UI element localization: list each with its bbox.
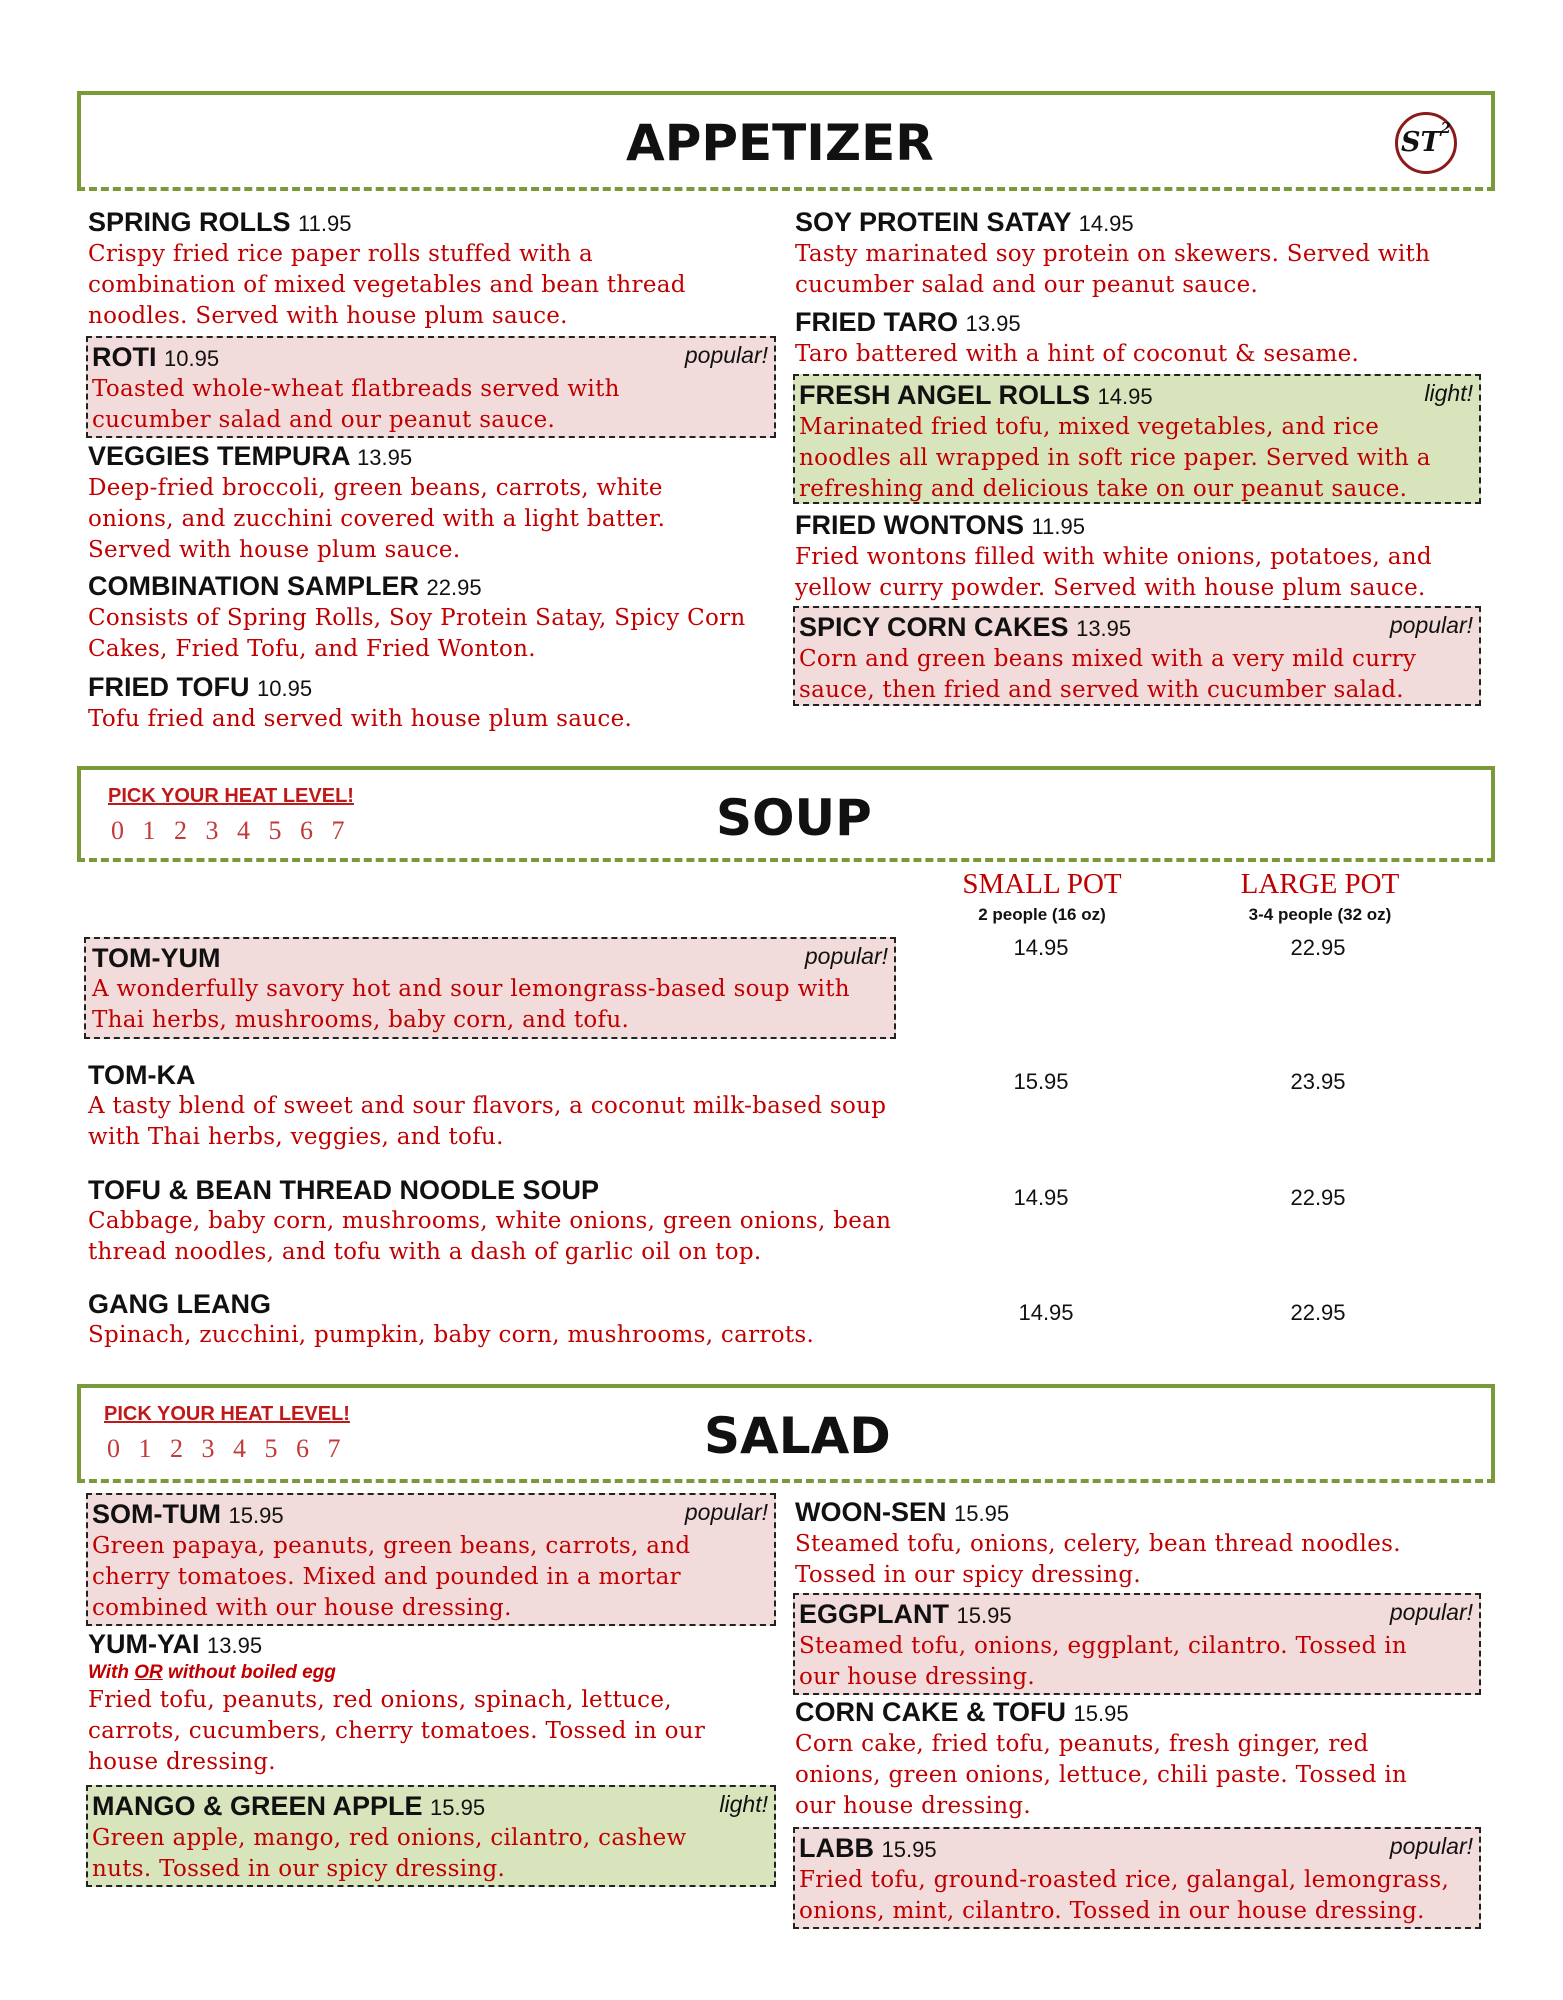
item-name: SPICY CORN CAKES [799, 612, 1069, 642]
appetizer-item-fried-taro [795, 307, 1485, 370]
salad-item-yum-yai [88, 1629, 778, 1778]
item-desc: Green papaya, peanuts, green beans, carrots, and cherry tomatoes. Mixed and pounded in a mortar combined with our house dressing. [92, 1533, 691, 1621]
item-name: FRESH ANGEL ROLLS [799, 380, 1091, 410]
item-name: TOM-YUM [92, 943, 221, 973]
item-price: 13.95 [965, 311, 1021, 336]
popular-tag: popular! [1389, 1599, 1473, 1625]
egg-note-or: OR [134, 1662, 163, 1683]
popular-tag: popular! [684, 342, 768, 368]
salad-item-corn-cake-tofu [795, 1697, 1485, 1822]
item-price: 15.95 [430, 1795, 486, 1820]
item-desc: Steamed tofu, onions, celery, bean thread noodles. Tossed in our spicy dressing. [795, 1531, 1401, 1588]
large-pot-sub: 3-4 people (32 oz) [1248, 905, 1392, 924]
item-name: ROTI [92, 342, 157, 372]
item-desc: Cabbage, baby corn, mushrooms, white onions, green onions, bean thread noodles, and tofu with a dash of garlic oil on top. [88, 1208, 892, 1265]
item-desc: A wonderfully savory hot and sour lemongrass-based soup with Thai herbs, mushrooms, baby corn, and tofu. [92, 976, 850, 1033]
item-name: CORN CAKE & TOFU [795, 1697, 1067, 1727]
appetizer-item-roti [86, 336, 776, 438]
item-name: FRIED TOFU [88, 672, 250, 702]
salad-item-som-tum [86, 1493, 776, 1626]
tom-yum-small-price: 14.95 [1013, 935, 1069, 960]
item-name: FRIED TARO [795, 307, 958, 337]
item-name: WOON-SEN [795, 1497, 947, 1527]
egg-note [88, 1661, 778, 1685]
item-price: 13.95 [207, 1633, 263, 1658]
item-name: SPRING ROLLS [88, 207, 291, 237]
item-desc: Fried tofu, ground-roasted rice, galangal, lemongrass, onions, mint, cilantro. Tossed in our house dressing. [799, 1867, 1450, 1924]
item-name: SOY PROTEIN SATAY [795, 207, 1072, 237]
appetizer-item-soy-protein-satay [795, 207, 1485, 301]
item-desc: A tasty blend of sweet and sour flavors, a coconut milk-based soup with Thai herbs, veggies, and tofu. [88, 1093, 887, 1150]
appetizer-header-dash [77, 187, 1495, 191]
item-desc: Corn and green beans mixed with a very mild curry sauce, then fried and served with cucumber salad. [799, 646, 1417, 703]
st2-logo [1395, 112, 1457, 174]
popular-tag: popular! [684, 1499, 768, 1525]
item-desc: Consists of Spring Rolls, Soy Protein Satay, Spicy Corn Cakes, Fried Tofu, and Fried Wonton. [88, 605, 746, 662]
gang-leang-large-price: 22.95 [1290, 1300, 1346, 1325]
logo-sup: 2 [1440, 119, 1452, 137]
item-price: 10.95 [257, 676, 313, 701]
item-name: YUM-YAI [88, 1629, 200, 1659]
item-desc: Corn cake, fried tofu, peanuts, fresh ginger, red onions, green onions, lettuce, chili paste. Tossed in our house dressing. [795, 1731, 1408, 1819]
tom-ka-large-price: 23.95 [1290, 1069, 1346, 1094]
salad-header-dash [77, 1479, 1495, 1483]
item-name: TOFU & BEAN THREAD NOODLE SOUP [88, 1175, 600, 1205]
tofu-bean-thread-large-price: 22.95 [1290, 1185, 1346, 1210]
item-name: LABB [799, 1833, 874, 1863]
soup-item-tom-ka [88, 1060, 908, 1153]
popular-tag: popular! [1389, 1833, 1473, 1859]
light-tag: light! [719, 1791, 768, 1817]
light-tag: light! [1424, 380, 1473, 406]
salad-item-labb [793, 1827, 1481, 1929]
item-desc: Spinach, zucchini, pumpkin, baby corn, mushrooms, carrots. [88, 1322, 815, 1348]
item-desc: Tofu fried and served with house plum sauce. [88, 706, 633, 732]
item-price: 14.95 [1078, 211, 1134, 236]
appetizer-item-fried-wontons [795, 510, 1485, 604]
item-price: 15.95 [881, 1837, 937, 1862]
soup-item-tofu-bean-thread [88, 1175, 918, 1268]
item-name: COMBINATION SAMPLER [88, 571, 419, 601]
logo-text: ST [1400, 127, 1441, 158]
item-price: 10.95 [164, 346, 220, 371]
item-price: 11.95 [1031, 514, 1085, 539]
tofu-bean-thread-small-price: 14.95 [1013, 1185, 1069, 1210]
item-price: 22.95 [426, 575, 482, 600]
item-desc: Tasty marinated soy protein on skewers. Served with cucumber salad and our peanut sauce. [795, 241, 1431, 298]
soup-heat-levels: 0 1 2 3 4 5 6 7 [111, 816, 346, 845]
soup-item-gang-leang [88, 1289, 918, 1351]
item-name: VEGGIES TEMPURA [88, 441, 350, 471]
salad-heat-title: PICK YOUR HEAT LEVEL! [104, 1403, 350, 1425]
salad-item-eggplant [793, 1593, 1481, 1695]
appetizer-item-combination-sampler [88, 571, 778, 665]
gang-leang-small-price: 14.95 [1018, 1300, 1074, 1325]
egg-note-prefix: With [88, 1662, 135, 1683]
soup-item-tom-yum [84, 937, 896, 1039]
item-name: EGGPLANT [799, 1599, 950, 1629]
large-pot-label: LARGE POT [1240, 868, 1400, 900]
item-name: GANG LEANG [88, 1289, 272, 1319]
item-price: 13.95 [1076, 616, 1132, 641]
item-desc: Crispy fried rice paper rolls stuffed with a combination of mixed vegetables and bean thread noodles. Served with house plum sauce. [88, 241, 686, 329]
tom-yum-large-price: 22.95 [1290, 935, 1346, 960]
appetizer-title: APPETIZER [626, 114, 934, 172]
item-price: 15.95 [1073, 1701, 1129, 1726]
salad-heat-levels: 0 1 2 3 4 5 6 7 [107, 1434, 342, 1463]
item-desc: Steamed tofu, onions, eggplant, cilantro. Tossed in our house dressing. [799, 1633, 1407, 1690]
appetizer-item-spicy-corn-cakes [793, 606, 1481, 706]
item-price: 11.95 [298, 211, 352, 236]
popular-tag: popular! [804, 943, 888, 969]
item-name: SOM-TUM [92, 1499, 221, 1529]
salad-title: SALAD [704, 1407, 891, 1465]
popular-tag: popular! [1389, 612, 1473, 638]
item-name: MANGO & GREEN APPLE [92, 1791, 423, 1821]
salad-item-woon-sen [795, 1497, 1485, 1591]
appetizer-item-fresh-angel-rolls [793, 374, 1481, 504]
item-desc: Green apple, mango, red onions, cilantro, cashew nuts. Tossed in our spicy dressing. [92, 1825, 687, 1882]
item-price: 15.95 [956, 1603, 1012, 1628]
soup-heat-title: PICK YOUR HEAT LEVEL! [108, 785, 354, 807]
tom-ka-small-price: 15.95 [1013, 1069, 1069, 1094]
item-desc: Deep-fried broccoli, green beans, carrots, white onions, and zucchini covered with a light batter. Served with house plum sauce. [88, 475, 666, 563]
item-desc: Toasted whole-wheat flatbreads served with cucumber salad and our peanut sauce. [92, 376, 620, 433]
soup-header-dash [77, 858, 1495, 862]
item-name: TOM-KA [88, 1060, 196, 1090]
item-price: 15.95 [954, 1501, 1010, 1526]
small-pot-sub: 2 people (16 oz) [978, 905, 1106, 924]
small-pot-label: SMALL POT [962, 868, 1122, 900]
item-price: 13.95 [357, 445, 413, 470]
item-desc: Marinated fried tofu, mixed vegetables, and rice noodles all wrapped in soft rice paper. Served with a refreshing and delicious take on our peanut sauce. [799, 414, 1431, 502]
item-desc: Fried tofu, peanuts, red onions, spinach, lettuce, carrots, cucumbers, cherry tomatoes. Tossed in our house dressing. [88, 1687, 706, 1775]
egg-note-suffix: without boiled egg [162, 1662, 336, 1683]
soup-title: SOUP [716, 789, 872, 847]
item-desc: Fried wontons filled with white onions, potatoes, and yellow curry powder. Served with house plum sauce. [795, 544, 1432, 601]
appetizer-item-spring-rolls [88, 207, 768, 332]
appetizer-item-fried-tofu [88, 672, 768, 735]
salad-item-mango-green-apple [86, 1785, 776, 1887]
item-price: 15.95 [228, 1503, 284, 1528]
appetizer-item-veggies-tempura [88, 441, 768, 566]
item-desc: Taro battered with a hint of coconut & sesame. [795, 341, 1360, 367]
item-name: FRIED WONTONS [795, 510, 1024, 540]
item-price: 14.95 [1097, 384, 1153, 409]
